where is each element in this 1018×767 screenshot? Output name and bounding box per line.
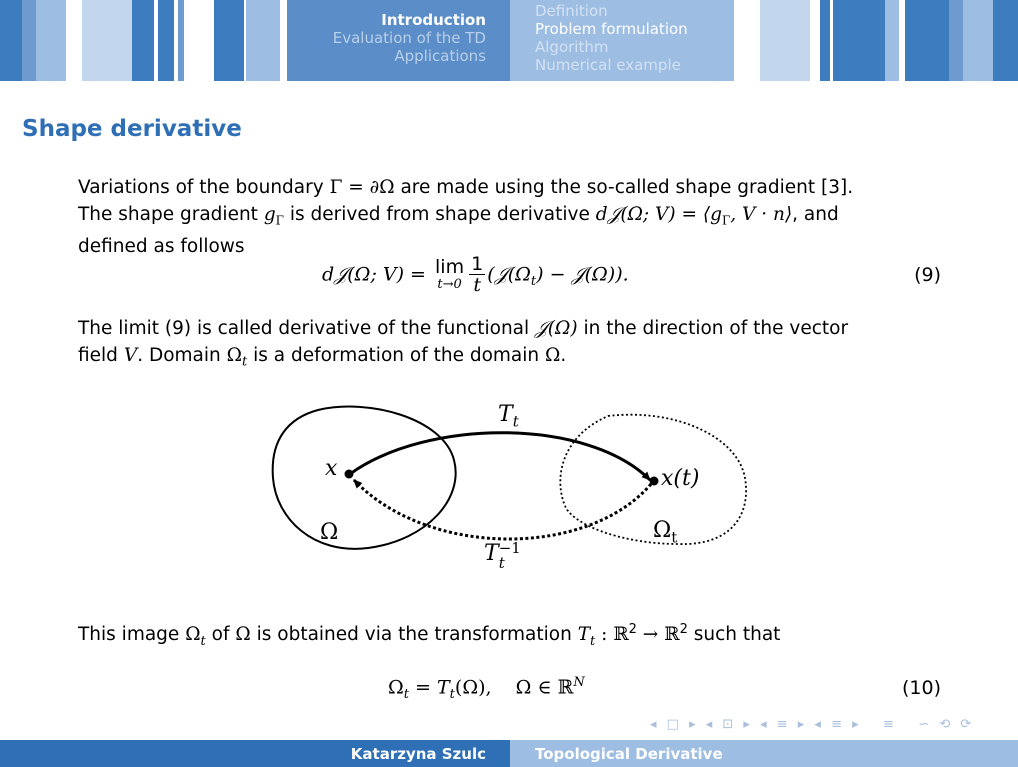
text-span: is obtained via the transformation bbox=[250, 624, 578, 646]
label-omega: Ω bbox=[320, 520, 339, 545]
point-xt bbox=[650, 477, 659, 486]
text-line bbox=[78, 343, 942, 376]
label-omegat bbox=[653, 518, 677, 546]
math-span: : ℝ bbox=[595, 624, 629, 646]
math-span: Ω bbox=[388, 676, 404, 699]
subsection-problem-formulation[interactable]: Problem formulation bbox=[535, 20, 688, 38]
header-stripe bbox=[810, 0, 820, 81]
label-T bbox=[498, 402, 519, 430]
label-omegat-base: Ω bbox=[653, 518, 672, 543]
section-navigation bbox=[287, 0, 510, 81]
math-span: Ω bbox=[545, 344, 561, 366]
equation-number-10: (10) bbox=[901, 677, 941, 699]
text-span: field bbox=[78, 344, 124, 366]
domain-omega-boundary bbox=[273, 407, 456, 549]
paragraph-3 bbox=[78, 617, 942, 655]
equation-9 bbox=[322, 254, 629, 295]
limit-operator bbox=[435, 257, 464, 292]
transformation-arrow bbox=[350, 433, 650, 480]
text-span: is a deformation of the domain bbox=[247, 344, 545, 366]
header-stripe bbox=[246, 0, 280, 81]
math-span: , V · n⟩ bbox=[730, 203, 793, 225]
fraction-denominator: t bbox=[473, 274, 481, 296]
header-bar bbox=[0, 0, 1018, 81]
label-Tinv-base: T bbox=[484, 541, 499, 566]
math-span: Γ = ∂Ω bbox=[329, 177, 395, 198]
text-span: is derived from shape derivative bbox=[283, 203, 596, 225]
paragraph-2 bbox=[78, 316, 942, 376]
text-span: . bbox=[560, 344, 567, 366]
label-Tinv-scripts bbox=[499, 541, 521, 571]
point-x bbox=[345, 470, 354, 479]
header-stripe bbox=[22, 0, 36, 81]
header-stripe bbox=[66, 0, 82, 81]
subsection-navigation bbox=[510, 0, 734, 81]
math-subscript: t bbox=[590, 633, 596, 649]
section-evaluation[interactable]: Evaluation of the TD bbox=[332, 29, 486, 47]
frame-title: Shape derivative bbox=[22, 116, 242, 142]
header-stripe bbox=[885, 0, 899, 81]
math-span: g bbox=[263, 203, 276, 225]
subsection-definition[interactable]: Definition bbox=[535, 2, 608, 20]
text-span: This image bbox=[78, 624, 186, 646]
text-line bbox=[78, 175, 942, 202]
header-stripe bbox=[833, 0, 885, 81]
label-omegat-subscript: t bbox=[671, 528, 678, 547]
section-applications[interactable]: Applications bbox=[394, 47, 486, 65]
footer-author-box bbox=[0, 740, 510, 767]
text-line bbox=[78, 202, 942, 234]
math-subscript: t bbox=[449, 687, 455, 703]
math-subscript: t bbox=[241, 354, 248, 370]
header-stripe bbox=[158, 0, 174, 81]
footer-title: Topological Derivative bbox=[535, 745, 723, 763]
math-span: Ω bbox=[226, 344, 242, 366]
label-Tinv-subscript: t bbox=[498, 554, 505, 572]
math-span: d𝒥(Ω; V) = bbox=[322, 263, 433, 286]
header-stripe bbox=[82, 0, 132, 81]
header-stripe bbox=[214, 0, 244, 81]
label-Tinv-superscript: −1 bbox=[498, 539, 521, 557]
header-stripe bbox=[820, 0, 830, 81]
label-Tinv bbox=[484, 541, 521, 571]
lim-text: lim bbox=[435, 256, 465, 278]
header-stripe bbox=[760, 0, 810, 81]
text-span: . Domain bbox=[137, 344, 227, 366]
math-span: 𝒥(Ω) bbox=[535, 318, 578, 339]
text-span: such that bbox=[687, 624, 781, 646]
header-stripe bbox=[132, 0, 154, 81]
label-T-base: T bbox=[498, 402, 513, 427]
math-superscript: 2 bbox=[628, 622, 637, 637]
math-span: (𝒥(Ω bbox=[487, 263, 531, 286]
text-span: , and bbox=[792, 203, 839, 225]
subsection-numerical-example[interactable]: Numerical example bbox=[535, 56, 681, 74]
footer-author: Katarzyna Szulc bbox=[350, 745, 486, 763]
text-span: The shape gradient bbox=[78, 203, 264, 225]
math-span: = T bbox=[409, 676, 450, 699]
text-span: are made using the so-called shape gradient [3]. bbox=[394, 177, 854, 198]
math-span: T bbox=[577, 624, 591, 646]
label-xt: x(t) bbox=[661, 466, 700, 491]
header-stripe bbox=[36, 0, 66, 81]
math-subscript: Γ bbox=[721, 213, 731, 228]
domain-deformation-diagram bbox=[258, 398, 758, 588]
text-span: in the direction of the vector bbox=[577, 318, 849, 339]
label-T-subscript: t bbox=[512, 412, 519, 431]
text-span: The limit (9) is called derivative of the functional bbox=[78, 318, 536, 339]
header-stripe bbox=[963, 0, 993, 81]
math-subscript: t bbox=[200, 633, 206, 649]
math-span: (Ω), Ω ∈ ℝ bbox=[454, 676, 574, 699]
label-x: x bbox=[325, 456, 338, 481]
text-span: Variations of the boundary bbox=[78, 177, 330, 198]
header-stripe bbox=[734, 0, 760, 81]
math-superscript: N bbox=[573, 675, 585, 690]
math-span: V bbox=[123, 344, 138, 366]
header-stripe bbox=[280, 0, 287, 81]
fraction bbox=[469, 254, 485, 295]
math-span: Ω bbox=[235, 624, 251, 646]
math-subscript: t bbox=[530, 273, 537, 289]
math-span: → ℝ bbox=[636, 624, 680, 646]
header-stripe bbox=[905, 0, 949, 81]
footer-title-box bbox=[510, 740, 1018, 767]
paragraph-1 bbox=[78, 175, 942, 260]
header-stripe bbox=[0, 0, 22, 81]
subsection-algorithm[interactable]: Algorithm bbox=[535, 38, 609, 56]
math-span: d𝒥(Ω; V) = ⟨g bbox=[595, 203, 722, 225]
math-span: Ω bbox=[185, 624, 201, 646]
text-span: of bbox=[205, 624, 236, 646]
text-span: defined as follows bbox=[78, 235, 245, 257]
header-stripe bbox=[184, 0, 212, 81]
lim-subscript: t→0 bbox=[437, 277, 462, 292]
math-subscript: t bbox=[403, 687, 409, 703]
inverse-transformation-arrow bbox=[354, 480, 651, 539]
equation-10 bbox=[388, 675, 585, 702]
math-subscript: Γ bbox=[275, 213, 284, 228]
section-introduction[interactable]: Introduction bbox=[381, 11, 486, 29]
math-superscript: 2 bbox=[679, 622, 688, 637]
equation-number-9: (9) bbox=[914, 264, 941, 286]
math-span: ) − 𝒥(Ω)). bbox=[536, 263, 629, 286]
text-line bbox=[78, 617, 942, 655]
beamer-navigation-icons[interactable]: ◂ □ ▸ ◂ ⊡ ▸ ◂ ≡ ▸ ◂ ≡ ▸ ≡ ∽ ⟲ ⟳ bbox=[650, 717, 975, 732]
fraction-numerator: 1 bbox=[471, 253, 484, 275]
header-stripe bbox=[949, 0, 963, 81]
text-line bbox=[78, 316, 942, 343]
header-stripe bbox=[993, 0, 1018, 81]
